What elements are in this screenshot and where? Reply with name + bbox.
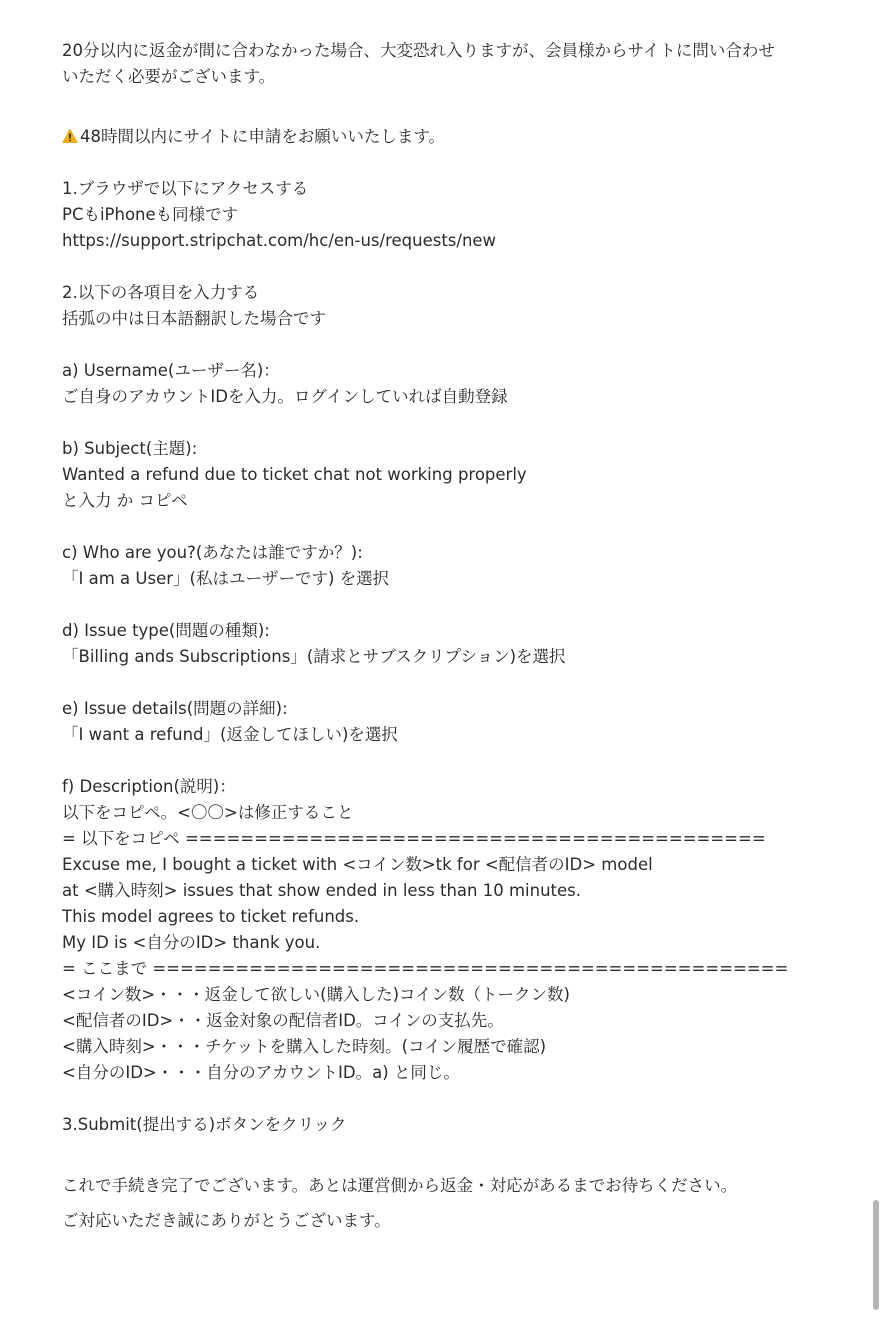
template-line-1: Excuse me, I bought a ticket with <コイン数>tk for <配信者のID> model bbox=[62, 855, 653, 874]
intro-line-1: 20分以内に返金が間に合わなかった場合、大変恐れ入りますが、会員様からサイトに問い合わせ bbox=[62, 41, 775, 60]
closing-line-2: ご対応いただき誠にありがとうございます。 bbox=[62, 1211, 391, 1230]
template-line-4: My ID is <自分のID> thank you. bbox=[62, 933, 321, 952]
step3-heading: 3.Submit(提出する)ボタンをクリック bbox=[62, 1115, 347, 1134]
field-b-value: Wanted a refund due to ticket chat not working properly bbox=[62, 465, 527, 484]
step1-heading: 1.ブラウザで以下にアクセスする bbox=[62, 179, 309, 198]
copy-end-marker: = ここまで ============================================== bbox=[62, 959, 789, 978]
placeholder-purchase-time: <購入時刻>・・・チケットを購入した時刻。(コイン履歴で確認) bbox=[62, 1037, 547, 1056]
field-e-instruction: 「I want a refund」(返金してほしい)を選択 bbox=[62, 725, 398, 744]
warning-text: 48時間以内にサイトに申請をお願いいたします。 bbox=[80, 127, 446, 146]
placeholder-coin-count: <コイン数>・・・返金して欲しい(購入した)コイン数（トークン数) bbox=[62, 985, 570, 1004]
field-a-label: a) Username(ユーザー名)： bbox=[62, 361, 280, 380]
warning-triangle-icon bbox=[62, 128, 78, 144]
field-f-instruction: 以下をコピペ。<〇〇>は修正すること bbox=[62, 803, 354, 822]
field-d-label: d) Issue type(問題の種類): bbox=[62, 621, 270, 640]
intro-line-2: いただく必要がございます。 bbox=[62, 67, 276, 86]
field-b-label: b) Subject(主題): bbox=[62, 439, 198, 458]
step1-note: PCもiPhoneも同様です bbox=[62, 205, 239, 224]
template-line-2: at <購入時刻> issues that show ended in less than 10 minutes. bbox=[62, 881, 582, 900]
field-c-label: c) Who are you?(あなたは誰ですか？): bbox=[62, 543, 363, 562]
copy-start-marker: = 以下をコピペ ========================================== bbox=[62, 829, 766, 848]
template-line-3: This model agrees to ticket refunds. bbox=[62, 907, 360, 926]
field-a-instruction: ご自身のアカウントIDを入力。ログインしていれば自動登録 bbox=[62, 387, 508, 406]
field-c-instruction: 「I am a User」(私はユーザーです) を選択 bbox=[62, 569, 390, 588]
vertical-scrollbar[interactable] bbox=[873, 1200, 879, 1310]
placeholder-model-id: <配信者のID>・・返金対象の配信者ID。コインの支払先。 bbox=[62, 1011, 504, 1030]
support-url: https://support.stripchat.com/hc/en-us/requests/new bbox=[62, 231, 497, 250]
document-body bbox=[62, 38, 852, 1238]
placeholder-own-id: <自分のID>・・・自分のアカウントID。a) と同じ。 bbox=[62, 1063, 460, 1082]
field-f-label: f) Description(説明)： bbox=[62, 777, 236, 796]
field-b-instruction: と入力 か コピペ bbox=[62, 491, 188, 510]
warning-line bbox=[62, 124, 852, 150]
field-e-label: e) Issue details(問題の詳細): bbox=[62, 699, 288, 718]
field-d-instruction: 「Billing ands Subscriptions」(請求とサブスクリプション)を選択 bbox=[62, 647, 566, 666]
step2-heading: 2.以下の各項目を入力する bbox=[62, 283, 260, 302]
step2-note: 括弧の中は日本語翻訳した場合です bbox=[62, 309, 326, 328]
closing-line-1: これで手続き完了でございます。あとは運営側から返金・対応があるまでお待ちください。 bbox=[62, 1176, 738, 1195]
